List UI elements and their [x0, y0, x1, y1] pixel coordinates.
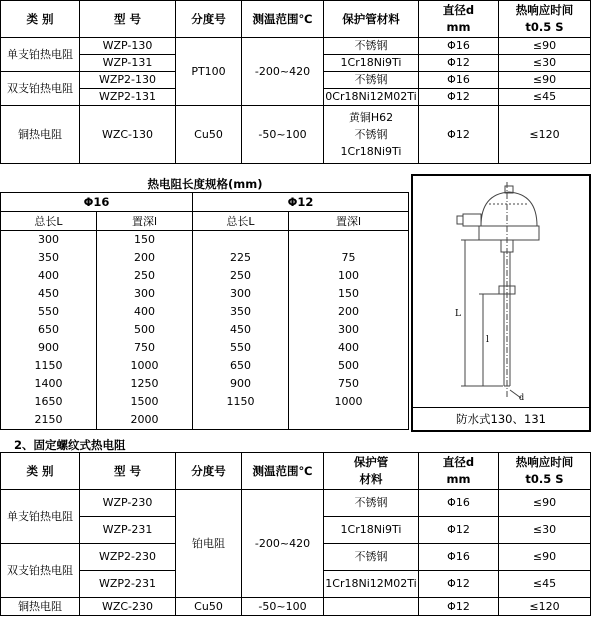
material-cell: 1Cr18Ni12M02Ti [324, 571, 419, 598]
length-cell: 450 [193, 321, 289, 339]
length-cell: 300 [289, 321, 409, 339]
header-response: 热响应时间 t0.5 S [499, 1, 591, 38]
length-cell: 400 [289, 339, 409, 357]
table-row [1, 267, 409, 285]
length-cell: 750 [97, 339, 193, 357]
range-cell: -50~100 [242, 598, 324, 616]
diameter-cell: Φ16 [419, 38, 499, 55]
length-cell: 450 [1, 285, 97, 303]
header-material: 保护管材料 [324, 1, 419, 38]
subheader-total-length: 总长L [193, 212, 289, 231]
table-row [1, 321, 409, 339]
category-cell: 单支铂热电阻 [1, 490, 80, 544]
category-cell: 双支铂热电阻 [1, 544, 80, 598]
material-cell [324, 598, 419, 616]
header-model: 型 号 [80, 1, 176, 38]
response-cell: ≤30 [499, 517, 591, 544]
response-cell: ≤90 [499, 544, 591, 571]
material-cell: 不锈钢 [324, 490, 419, 517]
length-cell: 300 [193, 285, 289, 303]
material-cell: 1Cr18Ni9Ti [324, 55, 419, 72]
model-cell: WZC-230 [80, 598, 176, 616]
diameter-cell: Φ12 [419, 517, 499, 544]
response-cell: ≤45 [499, 89, 591, 106]
diameter-cell: Φ16 [419, 72, 499, 89]
material-cell: 不锈钢 [324, 72, 419, 89]
length-cell: 2000 [97, 411, 193, 430]
header-diameter: 直径d mm [419, 453, 499, 490]
subheader-insertion-depth: 置深l [97, 212, 193, 231]
graduation-cell: Cu50 [176, 598, 242, 616]
length-cell: 300 [1, 231, 97, 250]
header-graduation: 分度号 [176, 1, 242, 38]
table-row [1, 285, 409, 303]
group-header-d12: Φ12 [193, 193, 409, 212]
length-cell: 1250 [97, 375, 193, 393]
table-row [1, 249, 409, 267]
diameter-cell: Φ12 [419, 106, 499, 164]
model-cell: WZP2-230 [80, 544, 176, 571]
length-cell [289, 231, 409, 250]
length-cell: 550 [1, 303, 97, 321]
model-cell: WZP-131 [80, 55, 176, 72]
response-cell: ≤45 [499, 571, 591, 598]
model-cell: WZC-130 [80, 106, 176, 164]
model-cell: WZP2-130 [80, 72, 176, 89]
response-cell: ≤120 [499, 598, 591, 616]
length-cell: 75 [289, 249, 409, 267]
response-cell: ≤120 [499, 106, 591, 164]
length-cell: 550 [193, 339, 289, 357]
header-material: 保护管 材料 [324, 453, 419, 490]
length-cell: 900 [1, 339, 97, 357]
material-cell: 不锈钢 [324, 544, 419, 571]
subheader-insertion-depth: 置深l [289, 212, 409, 231]
length-cell: 100 [289, 267, 409, 285]
material-cell: 不锈钢 [324, 38, 419, 55]
header-graduation: 分度号 [176, 453, 242, 490]
length-cell: 350 [1, 249, 97, 267]
model-cell: WZP2-131 [80, 89, 176, 106]
range-cell: -200~420 [242, 490, 324, 598]
thermowell-diagram [413, 176, 589, 408]
table-row [1, 231, 409, 250]
figure-caption: 防水式130、131 [413, 407, 589, 430]
range-cell: -50~100 [242, 106, 324, 164]
length-cell: 200 [97, 249, 193, 267]
response-cell: ≤90 [499, 38, 591, 55]
header-model: 型 号 [80, 453, 176, 490]
table-row [1, 411, 409, 430]
length-cell: 1000 [289, 393, 409, 411]
length-cell: 1650 [1, 393, 97, 411]
length-cell [193, 231, 289, 250]
graduation-cell: PT100 [176, 38, 242, 106]
length-cell: 650 [1, 321, 97, 339]
category-cell: 双支铂热电阻 [1, 72, 80, 106]
model-cell: WZP2-231 [80, 571, 176, 598]
graduation-cell: 铂电阻 [176, 490, 242, 598]
response-cell: ≤90 [499, 490, 591, 517]
diameter-cell: Φ12 [419, 571, 499, 598]
spec-table-2 [0, 452, 591, 616]
material-cell: 1Cr18Ni9Ti [324, 517, 419, 544]
section-title: 2、固定螺纹式热电阻 [14, 438, 126, 452]
material-cell: 0Cr18Ni12M02Ti [324, 89, 419, 106]
length-cell [289, 411, 409, 430]
length-cell: 650 [193, 357, 289, 375]
table-row [1, 393, 409, 411]
header-diameter: 直径d mm [419, 1, 499, 38]
length-cell: 150 [97, 231, 193, 250]
response-cell: ≤90 [499, 72, 591, 89]
diameter-cell: Φ12 [419, 55, 499, 72]
length-cell: 1150 [1, 357, 97, 375]
category-cell: 铜热电阻 [1, 106, 80, 164]
spec-table-1 [0, 0, 591, 164]
length-cell: 250 [193, 267, 289, 285]
length-cell: 1500 [97, 393, 193, 411]
header-range: 测温范围℃ [242, 453, 324, 490]
range-cell: -200~420 [242, 38, 324, 106]
group-header-d16: Φ16 [1, 193, 193, 212]
length-cell: 150 [289, 285, 409, 303]
label-d: d [519, 393, 525, 402]
category-cell: 单支铂热电阻 [1, 38, 80, 72]
material-cell: 黄铜H62 不锈钢 1Cr18Ni9Ti [324, 106, 419, 164]
length-cell: 500 [97, 321, 193, 339]
length-cell: 200 [289, 303, 409, 321]
length-cell: 1400 [1, 375, 97, 393]
response-cell: ≤30 [499, 55, 591, 72]
model-cell: WZP-130 [80, 38, 176, 55]
diameter-cell: Φ12 [419, 89, 499, 106]
length-table-title: 热电阻长度规格(mm) [147, 177, 263, 191]
length-cell: 1000 [97, 357, 193, 375]
length-cell: 900 [193, 375, 289, 393]
length-cell: 225 [193, 249, 289, 267]
diameter-cell: Φ16 [419, 544, 499, 571]
graduation-cell: Cu50 [176, 106, 242, 164]
header-response: 热响应时间 t0.5 S [499, 453, 591, 490]
table-row [1, 303, 409, 321]
length-cell: 500 [289, 357, 409, 375]
length-cell: 250 [97, 267, 193, 285]
length-cell: 400 [97, 303, 193, 321]
label-L: L [455, 309, 461, 319]
label-l: l [486, 335, 489, 345]
length-table [0, 192, 409, 430]
diameter-cell: Φ12 [419, 598, 499, 616]
diameter-cell: Φ16 [419, 490, 499, 517]
header-range: 测温范围℃ [242, 1, 324, 38]
length-cell: 750 [289, 375, 409, 393]
model-cell: WZP-230 [80, 490, 176, 517]
sensor-drawing-box [411, 174, 591, 432]
category-cell: 铜热电阻 [1, 598, 80, 616]
table-row [1, 357, 409, 375]
header-category: 类 别 [1, 1, 80, 38]
length-cell [193, 411, 289, 430]
length-cell: 2150 [1, 411, 97, 430]
table-row [1, 375, 409, 393]
table-row [1, 339, 409, 357]
length-cell: 300 [97, 285, 193, 303]
length-cell: 350 [193, 303, 289, 321]
length-cell: 1150 [193, 393, 289, 411]
model-cell: WZP-231 [80, 517, 176, 544]
subheader-total-length: 总长L [1, 212, 97, 231]
length-cell: 400 [1, 267, 97, 285]
header-category: 类 别 [1, 453, 80, 490]
